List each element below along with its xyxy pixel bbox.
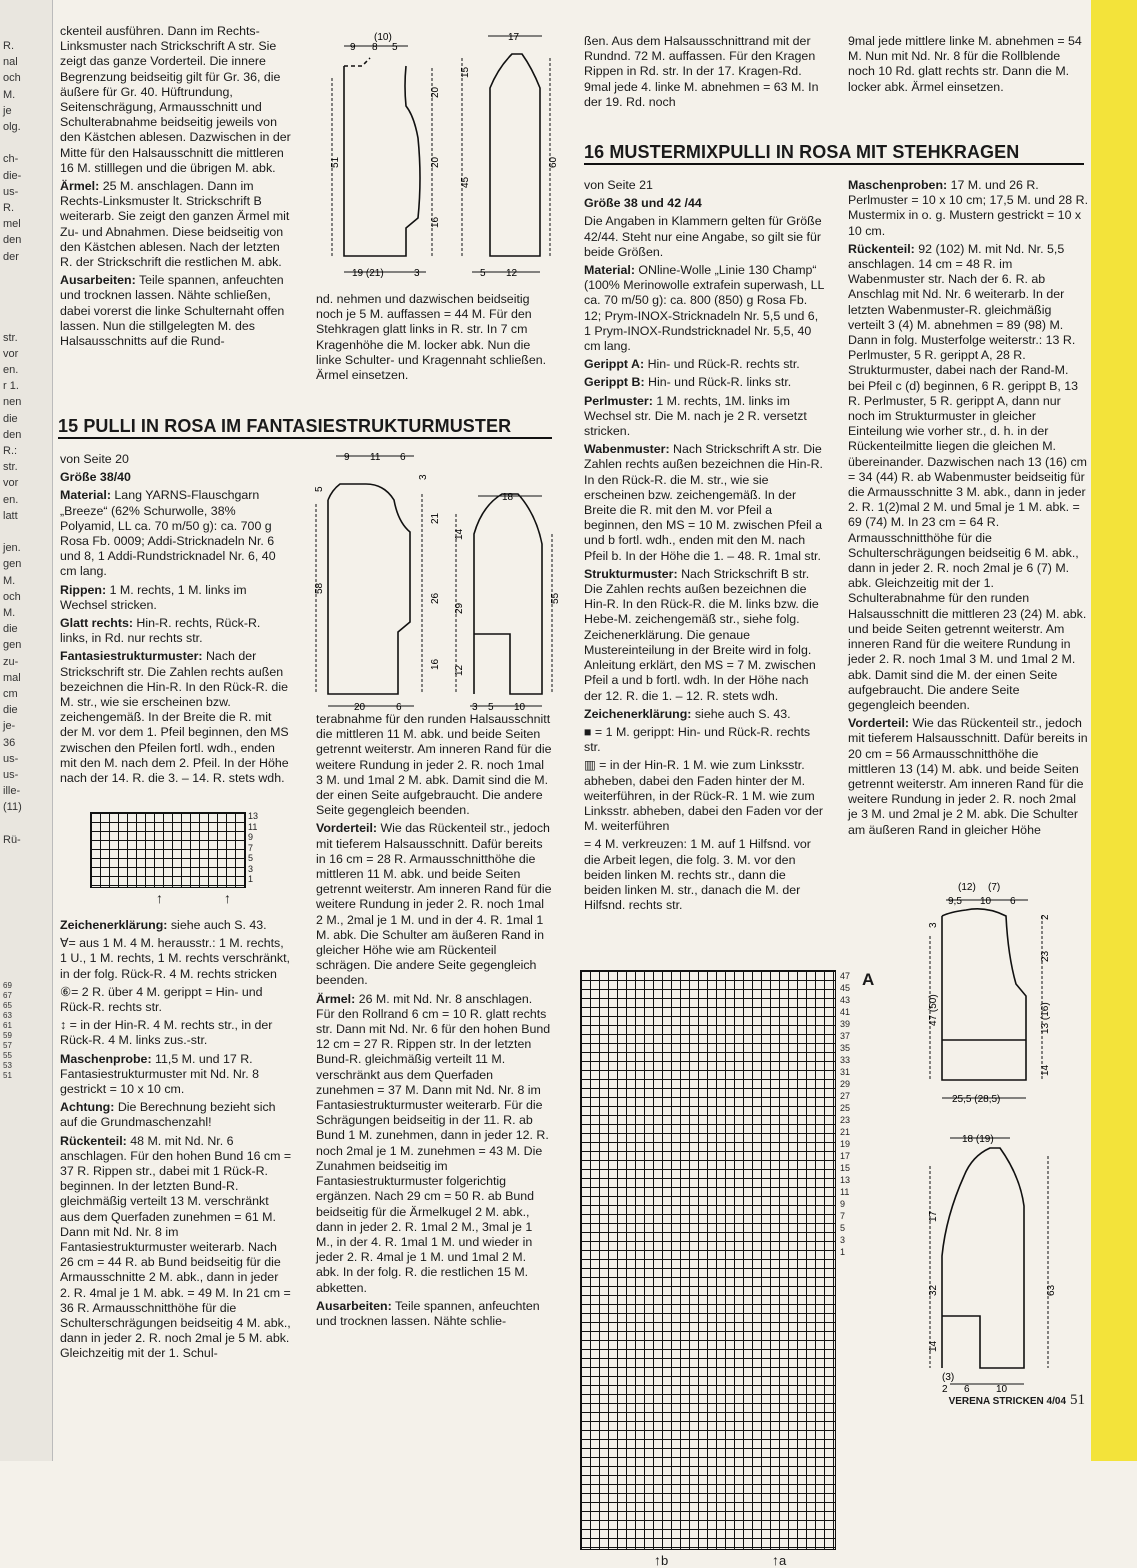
- spine-number: 59: [3, 1031, 12, 1040]
- row-number: 1: [248, 874, 254, 884]
- row-number: 17: [840, 1151, 851, 1161]
- spine-number: 57: [3, 1041, 12, 1050]
- dim-label: 2: [1040, 914, 1051, 920]
- dim-label: 14: [1040, 1064, 1051, 1076]
- dim-label: 9,5: [948, 896, 962, 907]
- dim-label: 25,5 (28,5): [952, 1094, 1001, 1105]
- stitch-chart-15: [90, 812, 246, 888]
- dim-label: 5: [314, 486, 325, 492]
- spine-text: ille-: [3, 785, 21, 798]
- spine-text: die: [3, 623, 18, 636]
- paragraph: ßen. Aus dem Halsausschnittrand mit der Rundnd. 72 M. auffassen. Für den Kragen Rippen in Rd. str. In der 17. Kragen-Rd. 9mal jede 4. linke M. abnehmen = 63 M. In der 19. Rd. noch: [584, 34, 819, 109]
- row-number: 11: [248, 821, 258, 832]
- dim-label: 20: [354, 702, 366, 713]
- paragraph: Vorderteil: Wie das Rückenteil str., jedoch mit tieferem Halsausschnitt. Dafür bereits in 20 cm = 56 Armausschnitthöhe die mittleren 13 (14) M. abk. und beide Seiten getrennt weiterstr. Am inneren Rand für die weitere Rundung in jeder 2. R. noch 2mal je 3 M. und 2mal je 2 M. abk. Die Schulter am äußeren Rand in gleicher Höhe: [848, 716, 1088, 837]
- spine-text: cm: [3, 688, 18, 700]
- yellow-edge-strip: [1091, 0, 1137, 1461]
- spine-text: je-: [3, 720, 16, 733]
- spine-number: 67: [3, 991, 12, 1000]
- dim-label: 10: [514, 702, 526, 713]
- paragraph: Strukturmuster: Nach Strickschrift B str. Die Zahlen rechts außen bezeichnen die Hin-R. In den Rück-R. die M. links bzw. die Hebe-M. zeichengemäß str., siehe folg. Zeichenerklärung. Die genaue Mustereinteilung in der Breite wird in folg. Anleitung erklärt, den MS = 7 M. zwischen Pfeil a und b fortl. wdh. In der Höhe nach der 12. R. die 1. – 12. R. stets wdh.: [584, 566, 819, 703]
- paragraph: Zeichenerklärung: siehe auch S. 43.: [584, 706, 791, 721]
- dim-label: 12: [506, 268, 518, 278]
- repeat-arrow: ↑: [224, 890, 231, 906]
- dim-label: 16: [430, 216, 441, 228]
- paragraph: Material: ONline-Wolle „Linie 130 Champ“ (100% Merinowolle extrafein superwash, LL ca. 70 m/50 g): ca. 800 (850) g Rosa Fb. 12; Prym-INOX-Stricknadeln Nr. 5,5 und 6, 1 Prym-INOX-Rundstricknadel Nr. 5,5, 40 cm lang.: [584, 263, 824, 354]
- dim-label: 11: [370, 452, 381, 463]
- paragraph: Rückenteil: 92 (102) M. mit Nd. Nr. 5,5 anschlagen. 14 cm = 48 R. im Wabenmuster str. Nach der 6. R. ab Anschlag mit Nd. Nr. 6 weiterarb. In der letzten Wabenmuster-R. gleichmäßig verteilt 3 (4) M. abnehmen = 89 (98) M. Dann in folg. Musterfolge weiterstr.: 13 R. Perlmuster, 5 R. gerippt A, 28 R. Strukturmuster, dabei nach der Rand-M. bei Pfeil c (d) beginnen, 6 R. gerippt B, 13 R. Perlmuster, 5 R. gerippt A, dann nur noch im Strukturmuster in gleicher Einteilung wie vorher str., d. h. in der Rückenteilmitte liegen die gleichen M. übereinander. Dazwischen nach 13 (16) cm = 34 (44) R. ab Wabenmuster beidseitig für die Armausschnitte 3 M. abk., dann in jeder 2. R. 1(2)mal 2 M. und 5mal je 1 M. abk. = 69 (74) M. In 23 cm = 64 R. Armausschnitthöhe für die Schulterschrägungen beidseitig 6 M. abk., dann in jeder 2. R. noch 2mal je 6 (7) M. abk. Gleichzeitig mit der 1. Schulterabnahme für den runden Halsausschnitt die mittleren 23 (24) M. abk. und beide Seiten getrennt weiterstr. Am inneren Rand für die weitere Rundung in jeder 2. R. noch 1mal 3 M. und 1mal 2 M. abk. Damit sind die M. der einen Seite aufgebraucht. Die andere Seite gegengleich beenden.: [848, 241, 1087, 712]
- page-number: 51: [1070, 1392, 1085, 1408]
- spine-text: mal: [3, 671, 21, 684]
- paragraph: Perlmuster: 1 M. rechts, 1M. links im Wechsel str. Die M. nach je 2 R. versetzt stricken.: [584, 393, 807, 439]
- spine-text: vor: [3, 477, 19, 490]
- spine-text: str.: [3, 331, 18, 344]
- schematic-15: [306, 444, 568, 714]
- dim-label: 6: [1010, 896, 1016, 907]
- paragraph: Achtung: Die Berechnung bezieht sich auf die Grundmaschenzahl!: [60, 1100, 276, 1130]
- article-15-column-2: [316, 712, 552, 1332]
- paragraph: Größe 38/40: [60, 470, 131, 485]
- schematic-14: [322, 28, 562, 278]
- dim-label: 32: [928, 1284, 939, 1296]
- row-number: 29: [840, 1079, 851, 1089]
- paragraph: Zeichenerklärung: siehe auch S. 43.: [60, 918, 267, 932]
- spine-text: Rü-: [3, 833, 21, 846]
- row-number: 11: [840, 1187, 850, 1197]
- paragraph: von Seite 21: [584, 178, 653, 192]
- dim-label: 6: [964, 1384, 970, 1395]
- paragraph: Ärmel: 26 M. mit Nd. Nr. 8 anschlagen. Für den Rollrand 6 cm = 10 R. glatt rechts str. Dann mit Nd. Nr. 6 für den hohen Bund 12 cm = 27 R. Rippen str. In der letzten Bund-R. gleichmäßig verteilt 11 M. verschränkt aus dem Querfaden zunehmen = 37 M. Dann mit Nd. Nr. 8 im Fantasiestrukturmuster weiterarb. Für die Schrägungen beidseitig in der 11. R. ab Bund 1 M. zunehmen, dann in jeder 12. R. noch 2mal je 1 M. zunehmen = 43 M. Die Zunahmen beidseitig im Fantasiestrukturmuster folgerichtig ergänzen. Nach 29 cm = 50 R. ab Bund beidseitig für die Ärmelkugel 2 M. abk., dann in jeder 2. R. 1mal 2 M., 3mal je 1 M., in der 4. R. 1mal 1 M. und wieder in jeder 2. R. 4mal je 1 M. und 1mal 2 M. abk. In der folg. R. die restlichen 15 M. abketten.: [316, 991, 551, 1295]
- dim-label: 18 (19): [962, 1134, 994, 1145]
- dim-label: 13 (16): [1040, 1002, 1051, 1034]
- spine-text: (11): [3, 801, 22, 814]
- dim-label: 16: [430, 658, 441, 670]
- dim-label: 51: [330, 156, 341, 168]
- spine-text: gen: [3, 558, 22, 571]
- repeat-arrow-a: ↑a: [772, 1552, 787, 1568]
- row-number: 43: [840, 995, 851, 1005]
- paragraph: Ausarbeiten: Teile spannen, anfeuchten und trocknen lassen. Nähte schlie-: [316, 1298, 540, 1328]
- spine-text: M.: [3, 607, 16, 619]
- dim-label: 3: [472, 702, 478, 713]
- dim-label: 5: [480, 268, 486, 278]
- spine-text: us-: [3, 752, 19, 765]
- article-16-column-4: [848, 178, 1088, 841]
- spine-number: 53: [3, 1061, 12, 1070]
- paragraph: Glatt rechts: Hin-R. rechts, Rück-R. links, in Rd. nur rechts str.: [60, 616, 261, 646]
- spine-text: r 1.: [3, 380, 19, 393]
- schematic-16: [920, 876, 1070, 1396]
- row-number: 37: [840, 1031, 851, 1041]
- row-number: 41: [840, 1007, 851, 1017]
- dim-label: 5: [488, 702, 494, 713]
- paragraph: Rippen: 1 M. rechts, 1 M. links im Wechsel stricken.: [60, 582, 247, 612]
- paragraph: 9mal jede mittlere linke M. abnehmen = 54 M. Nun mit Nd. Nr. 8 für die Rollblende noch 10 Rd. glatt rechts str. Dann die M. locker abk. Ärmel einsetzen.: [848, 34, 1082, 94]
- spine-text: jen.: [3, 542, 21, 555]
- row-number: 3: [248, 863, 254, 874]
- row-number: 9: [840, 1199, 846, 1209]
- row-number: 7: [248, 842, 254, 853]
- spine-text: M.: [3, 574, 16, 587]
- spine-text: och: [3, 72, 21, 85]
- paragraph: ↕ = in der Hin-R. 4 M. rechts str., in der Rück-R. 4 M. links zus.-str.: [60, 1018, 273, 1048]
- dim-label: 23: [1040, 950, 1051, 962]
- spine-text: en.: [3, 493, 19, 506]
- dim-label: (12): [958, 882, 976, 893]
- dim-label: 15: [460, 66, 471, 78]
- row-number: 35: [840, 1043, 851, 1053]
- spine-text: nal: [3, 56, 18, 69]
- paragraph: Die Angaben in Klammern gelten für Größe 42/44. Steht nur eine Angabe, so gilt sie für beide Größen.: [584, 214, 822, 259]
- paragraph: terabnahme für den runden Halsausschnitt die mittleren 11 M. abk. und beide Seiten getrennt weiterstr. Am inneren Rand für die weitere Rundung in jeder 2. R. noch 1mal 3 M. und 1mal 2 M. abk. Damit sind die M. der einen Seite aufgebraucht. Die andere Seite gegengleich beenden.: [316, 712, 552, 818]
- row-number: 9: [248, 832, 254, 842]
- row-number: 45: [840, 983, 851, 993]
- paragraph: Ausarbeiten: Teile spannen, anfeuchten und trocknen lassen. Nähte schließen, dabei vorerst die linke Schulternaht offen lassen. Nun die stillgelegten M. des Halsausschnitts auf die Rund-: [60, 273, 285, 349]
- spine-text: gen: [3, 639, 22, 652]
- dim-label: 2: [942, 1384, 948, 1395]
- paragraph: Gerippt A: Hin- und Rück-R. rechts str.: [584, 357, 800, 372]
- row-number: 39: [840, 1019, 851, 1029]
- magazine-name: VERENA STRICKEN 4/04: [948, 1396, 1066, 1407]
- dim-label: 26: [430, 592, 441, 604]
- spine-number: 51: [3, 1071, 12, 1080]
- row-number: 15: [840, 1163, 851, 1173]
- paragraph: Ärmel: 25 M. anschlagen. Dann im Rechts-Linksmuster lt. Strickschrift B weiterarb. Sie zeigt den ganzen Ärmel mit Zu- und Abnahmen. Diese beidseitig von den Kästchen ablesen. Nach der letzten R. der Strickschrift die restlichen M. abk.: [60, 179, 290, 270]
- spine-text: der: [3, 250, 19, 263]
- row-number: 47: [840, 971, 851, 981]
- spine-text: den: [3, 428, 22, 441]
- dim-label: 20: [430, 156, 441, 168]
- dim-label: 63: [1046, 1284, 1057, 1296]
- row-number: 19: [840, 1139, 851, 1149]
- dim-label: 10: [980, 896, 992, 907]
- column-3-top: [584, 34, 824, 113]
- paragraph: ■ = 1 M. gerippt: Hin- und Rück-R. rechts str.: [584, 724, 811, 755]
- chart-a-row-numbers: [840, 972, 850, 1260]
- dim-label: 6: [400, 452, 406, 463]
- dim-label: 20: [430, 86, 441, 98]
- spine-text: R.: [3, 202, 14, 214]
- stitch-chart-a: [580, 970, 836, 1550]
- spine-text: die-: [3, 169, 22, 182]
- paragraph: ∀= aus 1 M. 4 M. herausstr.: 1 M. rechts, 1 U., 1 M. rechts, 1 M. rechts verschränkt, in der folg. Rück-R. 4 M. rechts stricken: [60, 936, 290, 981]
- paragraph: ⑥= 2 R. über 4 M. gerippt = Hin- und Rück-R. rechts str.: [60, 984, 263, 1015]
- row-number: 7: [840, 1211, 846, 1221]
- paragraph: Wabenmuster: Nach Strickschrift A str. Die Zahlen rechts außen bezeichnen die Hin-R. In den Rück-R. die M. str., wie sie erscheinen bzw. zeichengemäß. In der Breite die R. mit den M. vor Pfeil a beginnen, den MS = 10 M. zwischen Pfeil a und b fortl. wdh., enden mit den M. nach Pfeil b. In der Höhe die 1. – 48. R. 1mal str.: [584, 442, 823, 563]
- paragraph: ckenteil ausführen. Dann im Rechts-Linksmuster nach Strickschrift A str. Sie zeigt das ganze Vorderteil. Die innere Begrenzung beidseitig gilt für Gr. 36, die äußere für Gr. 40. Hüftrundung, Seitenschrägung, Armausschnitt und Schulterabnahme beidseitig jeweils von den Kästchen ablesen. Dazwischen in der Mitte für den Halsausschnitt die mittleren 16 M. stilllegen und die übrigen M. abk.: [60, 24, 291, 175]
- dim-label: 21: [430, 512, 441, 524]
- row-number: 5: [248, 853, 254, 863]
- dim-label: 19 (21): [352, 268, 384, 278]
- row-number: 21: [840, 1127, 851, 1137]
- heading-15: 15 PULLI IN ROSA IM FANTASIESTRUKTURMUSTER: [58, 416, 552, 439]
- row-number: 27: [840, 1091, 851, 1101]
- dim-label: 29: [454, 602, 465, 614]
- spine-text: M.: [3, 88, 16, 101]
- paragraph: nd. nehmen und dazwischen beidseitig noch je 5 M. auffassen = 44 M. Für den Stehkragen glatt links in R. str. In 7 cm Kragenhöhe die M. locker abk. Nun die linke Schulter- und Kragennaht schließen. Ärmel einsetzen.: [316, 292, 547, 383]
- dim-label: (7): [988, 882, 1001, 893]
- paragraph: von Seite 20: [60, 452, 129, 466]
- dim-label: 9: [350, 42, 356, 53]
- chart-a-label: A: [862, 970, 875, 989]
- spine-text: olg.: [3, 121, 21, 133]
- paragraph: ▥ = in der Hin-R. 1 M. wie zum Linksstr. abheben, dabei den Faden hinter der M. weiterführen, in der Rück-R. 1 M. wie zum Linksstr. abheben, dabei den Faden vor der M. weiterführen: [584, 758, 824, 834]
- spine-number: 55: [3, 1051, 12, 1060]
- article-15-column-1-bottom: [60, 918, 292, 1365]
- spine-text: den: [3, 234, 22, 247]
- spine-text: nen: [3, 396, 22, 409]
- paragraph: Rückenteil: 48 M. mit Nd. Nr. 6 anschlagen. Für den hohen Bund 16 cm = 37 R. Rippen str., dabei mit 1 Rück-R. beginnen. In der letzten Bund-R. gleichmäßig verteilt 13 M. verschränkt aus dem Querfaden zunehmen = 61 M. Dann mit Nd. Nr. 8 im Fantasiestrukturmuster weiterarb. Nach 26 cm = 44 R. ab Bund beidseitig für die Armausschnitte 2 M. abk., dann in jeder 2. R. 4mal je 1 M. abk. = 49 M. In 21 cm = 36 R. Armausschnitthöhe für die Schulterschrägungen beidseitig 4 M. abk., dann in jeder 2. R. noch 2mal je 5 M. abk. Gleichzeitig mit der 1. Schul-: [60, 1133, 292, 1361]
- paragraph: Maschenprobe: 11,5 M. und 17 R. Fantasiestrukturmuster mit Nd. Nr. 8 gestrickt = 10 x 10 cm.: [60, 1051, 259, 1097]
- row-number: 31: [840, 1067, 851, 1077]
- dim-label: 60: [548, 156, 559, 168]
- column-4-top: [848, 34, 1088, 98]
- heading-16: 16 MUSTERMIXPULLI IN ROSA MIT STEHKRAGEN: [584, 142, 1084, 165]
- spine-number: 63: [3, 1011, 12, 1020]
- dim-label: 6: [396, 702, 402, 713]
- dim-label: 14: [928, 1340, 939, 1352]
- dim-label: (10): [374, 32, 392, 43]
- dim-label: 17: [928, 1210, 939, 1222]
- previous-page-edge: [0, 0, 53, 1461]
- repeat-arrow-b: ↑b: [654, 1552, 669, 1568]
- row-number: 1: [840, 1247, 846, 1257]
- article-15-column-1: [60, 452, 292, 789]
- spine-text: die: [3, 704, 18, 717]
- dim-label: 5: [392, 42, 398, 53]
- row-number: 25: [840, 1103, 851, 1113]
- spine-text: mel: [3, 218, 21, 231]
- repeat-arrow: ↑: [156, 890, 163, 906]
- dim-label: 3: [928, 922, 939, 928]
- paragraph: = 4 M. verkreuzen: 1 M. auf 1 Hilfsnd. vor die Arbeit legen, die folg. 3. M. vor den beiden linken M. rechts str., dann die beiden linken M. str., danach die M. der Hilfsnd. rechts str.: [584, 837, 811, 913]
- column-1-top: [60, 24, 292, 352]
- paragraph: Material: Lang YARNS-Flauschgarn „Breeze“ (62% Schurwolle, 38% Polyamid, LL ca. 70 m/50 g): ca. 700 g Rosa Fb. 0009; Addi-Stricknadeln Nr. 6 und 8, 1 Addi-Rundstricknadel Nr. 6, 40 cm lang.: [60, 488, 276, 579]
- row-number: 13: [248, 811, 259, 821]
- spine-text: je: [3, 104, 12, 117]
- spine-text: vor: [3, 347, 19, 360]
- dim-label: 17: [508, 32, 520, 43]
- spine-number: 65: [3, 1001, 12, 1010]
- article-16-column-3: [584, 178, 824, 916]
- paragraph: Größe 38 und 42 /44: [584, 196, 702, 211]
- spine-number: 61: [3, 1021, 12, 1030]
- dim-label: (3): [942, 1372, 955, 1383]
- column-2-top: [316, 292, 552, 386]
- dim-label: 47 (50): [928, 994, 939, 1026]
- dim-label: 12: [454, 664, 465, 676]
- dim-label: 45: [460, 176, 471, 188]
- spine-text: str.: [3, 461, 18, 474]
- paragraph: Vorderteil: Wie das Rückenteil str., jedoch mit tieferem Halsausschnitt. Dafür bereits in 16 cm = 28 R. Armausschnitthöhe die mittleren 11 M. abk. und beide Seiten getrennt weiterstr. Am inneren Rand für die weitere Rundung in jeder 2. R. noch 1mal 2 M., 2mal je 1 M. und in der 4. R. 1mal 1 M. abk. Die Schulter am äußeren Rand in gleicher Höhe wie am Rückenteil schrägen. Die andere Seite gegengleich beenden.: [316, 821, 552, 988]
- spine-text: och: [3, 590, 21, 603]
- row-number: 3: [840, 1235, 846, 1245]
- spine-number: 69: [3, 981, 12, 990]
- spine-text: en.: [3, 364, 19, 376]
- dim-label: 10: [996, 1384, 1008, 1395]
- dim-label: 58: [314, 582, 325, 594]
- spine-text: R.: [3, 40, 14, 52]
- dim-label: 8: [372, 42, 378, 53]
- page-footer: [949, 1392, 1085, 1409]
- paragraph: Fantasiestrukturmuster: Nach der Strickschrift str. Die Zahlen rechts außen bezeichnen die Hin-R. In den Rück-R. die M. str., wie sie erscheinen bzw. zeichengemäß. In der Breite die R. mit der M. vor dem 1. Pfeil beginnen, den MS zwischen den Pfeilen fortl. wdh., enden mit den M. nach dem 2. Pfeil. In der Höhe nach der 14. R. die 3. – 14. R. stets wdh.: [60, 649, 289, 786]
- paragraph: Gerippt B: Hin- und Rück-R. links str.: [584, 375, 792, 390]
- spine-text: 36: [3, 736, 16, 749]
- chart-15-row-numbers: [248, 812, 258, 886]
- row-number: 5: [840, 1223, 846, 1233]
- dim-label: 3: [414, 268, 420, 278]
- dim-label: 14: [454, 528, 465, 540]
- spine-text: us-: [3, 185, 19, 198]
- dim-label: 9: [344, 452, 350, 463]
- spine-text: zu-: [3, 655, 19, 668]
- paragraph: Maschenproben: 17 M. und 26 R. Perlmuster = 10 x 10 cm; 17,5 M. und 28 R. Mustermix in o. g. Mustern gestrickt = 10 x 10 cm.: [848, 178, 1089, 238]
- row-number: 13: [840, 1175, 851, 1185]
- row-number: 23: [840, 1115, 851, 1125]
- spine-text: latt: [3, 509, 18, 522]
- dim-label: 55: [550, 592, 561, 604]
- spine-text: die: [3, 412, 18, 425]
- dim-label: 3: [418, 474, 429, 480]
- dim-label: 18: [502, 492, 514, 503]
- spine-text: ch-: [3, 153, 19, 166]
- spine-text: R.:: [3, 445, 18, 457]
- row-number: 33: [840, 1055, 851, 1065]
- spine-text: us-: [3, 769, 19, 781]
